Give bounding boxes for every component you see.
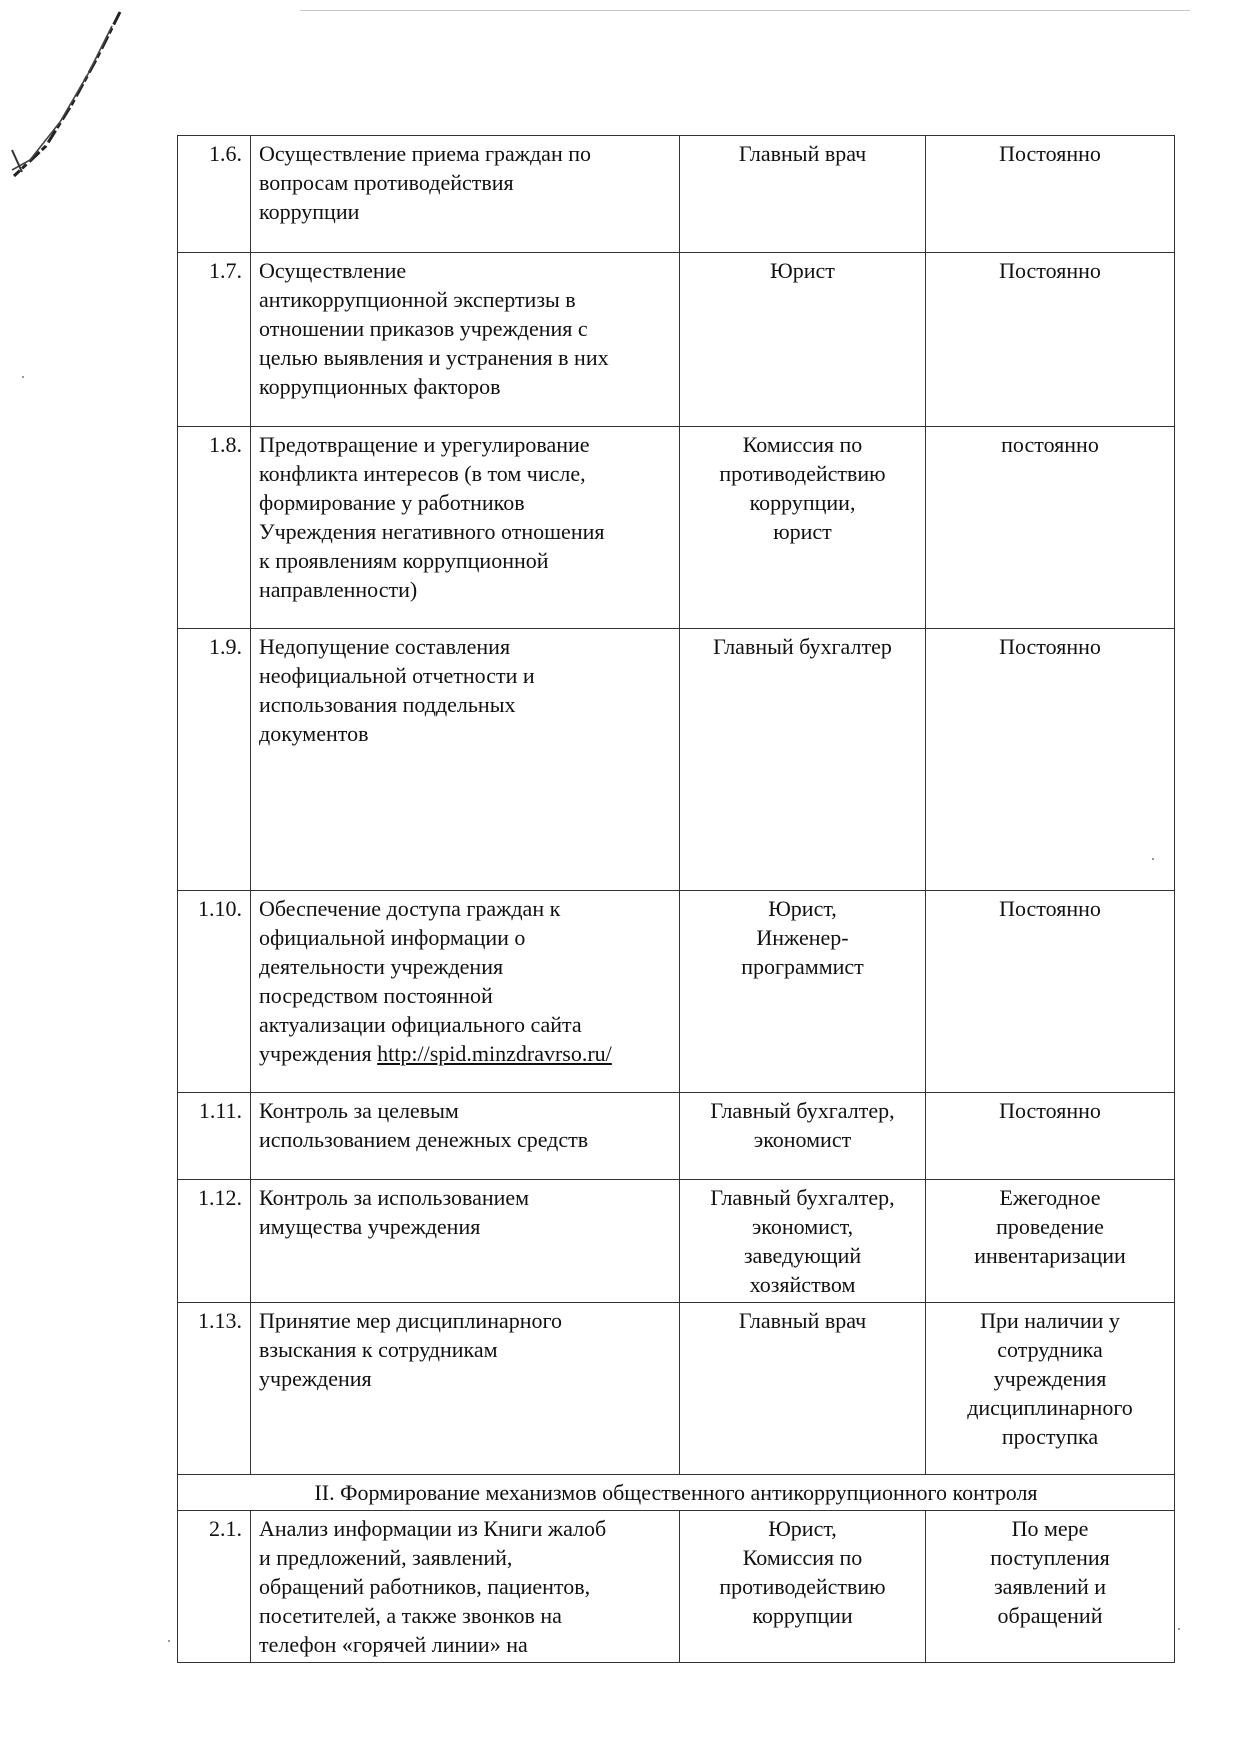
responsible-cell: Главный бухгалтер, экономист (680, 1093, 926, 1180)
row-number: 1.13. (178, 1303, 251, 1475)
row-number: 1.12. (178, 1180, 251, 1303)
row-number: 1.11. (178, 1093, 251, 1180)
responsible-cell: Юрист, Комиссия по противодействию коррупции (680, 1511, 926, 1663)
activity-cell: Контроль за использованием имущества учреждения (251, 1180, 680, 1303)
row-number: 1.6. (178, 136, 251, 253)
responsible-cell: Комиссия по противодействию коррупции, юрист (680, 427, 926, 629)
activity-cell: Осуществление антикоррупционной экспертизы в отношении приказов учреждения с целью выявления и устранения в них коррупционных факторов (251, 253, 680, 427)
term-cell: постоянно (926, 427, 1175, 629)
term-cell: Постоянно (926, 253, 1175, 427)
table-row (178, 136, 1175, 253)
responsible-cell: Главный бухгалтер, экономист, заведующий хозяйством (680, 1180, 926, 1303)
term-cell: По мере поступления заявлений и обращений (926, 1511, 1175, 1663)
responsible-cell: Главный врач (680, 136, 926, 253)
row-number: 1.8. (178, 427, 251, 629)
responsible-cell: Юрист, Инженер- программист (680, 891, 926, 1093)
scan-speck (168, 1640, 170, 1642)
table-row (178, 1180, 1175, 1303)
row-number: 1.10. (178, 891, 251, 1093)
section-title: II. Формирование механизмов общественного антикоррупционного контроля (178, 1475, 1175, 1511)
term-cell: Постоянно (926, 1093, 1175, 1180)
table-row (178, 1303, 1175, 1475)
activity-cell: Анализ информации из Книги жалоб и предложений, заявлений, обращений работников, пациентов, посетителей, а также звонков на телефон «горячей линии» на (251, 1511, 680, 1663)
activity-cell: Предотвращение и урегулирование конфликта интересов (в том числе, формирование у работников Учреждения негативного отношения к проявлениям коррупционной направленности) (251, 427, 680, 629)
anticorruption-plan-table (177, 135, 1175, 1663)
scan-edge-line (300, 10, 1190, 11)
term-cell: Постоянно (926, 891, 1175, 1093)
responsible-cell: Главный бухгалтер (680, 629, 926, 891)
scan-speck (1178, 1628, 1180, 1630)
row-number: 1.7. (178, 253, 251, 427)
term-cell: Постоянно (926, 136, 1175, 253)
table-row (178, 253, 1175, 427)
row-number: 2.1. (178, 1511, 251, 1663)
term-cell: Ежегодное проведение инвентаризации (926, 1180, 1175, 1303)
term-cell: При наличии у сотрудника учреждения дисциплинарного проступка (926, 1303, 1175, 1475)
section-header-row (178, 1475, 1175, 1511)
activity-cell: Недопущение составления неофициальной отчетности и использования поддельных документов (251, 629, 680, 891)
activity-cell (251, 891, 680, 1093)
responsible-cell: Главный врач (680, 1303, 926, 1475)
responsible-cell: Юрист (680, 253, 926, 427)
term-cell: Постоянно (926, 629, 1175, 891)
margin-pen-mark (0, 0, 140, 200)
table-row (178, 1093, 1175, 1180)
activity-cell: Осуществление приема граждан по вопросам противодействия коррупции (251, 136, 680, 253)
table-row (178, 629, 1175, 891)
table-row (178, 1511, 1175, 1663)
website-link[interactable]: http://spid.minzdravrso.ru/ (377, 1041, 612, 1066)
activity-text: Обеспечение доступа граждан к официальной информации о деятельности учреждения посредством постоянной актуализации официального сайта учреждения (259, 896, 582, 1066)
table-row (178, 891, 1175, 1093)
scan-speck (22, 376, 24, 378)
activity-cell: Контроль за целевым использованием денежных средств (251, 1093, 680, 1180)
activity-cell: Принятие мер дисциплинарного взыскания к сотрудникам учреждения (251, 1303, 680, 1475)
table-row (178, 427, 1175, 629)
row-number: 1.9. (178, 629, 251, 891)
